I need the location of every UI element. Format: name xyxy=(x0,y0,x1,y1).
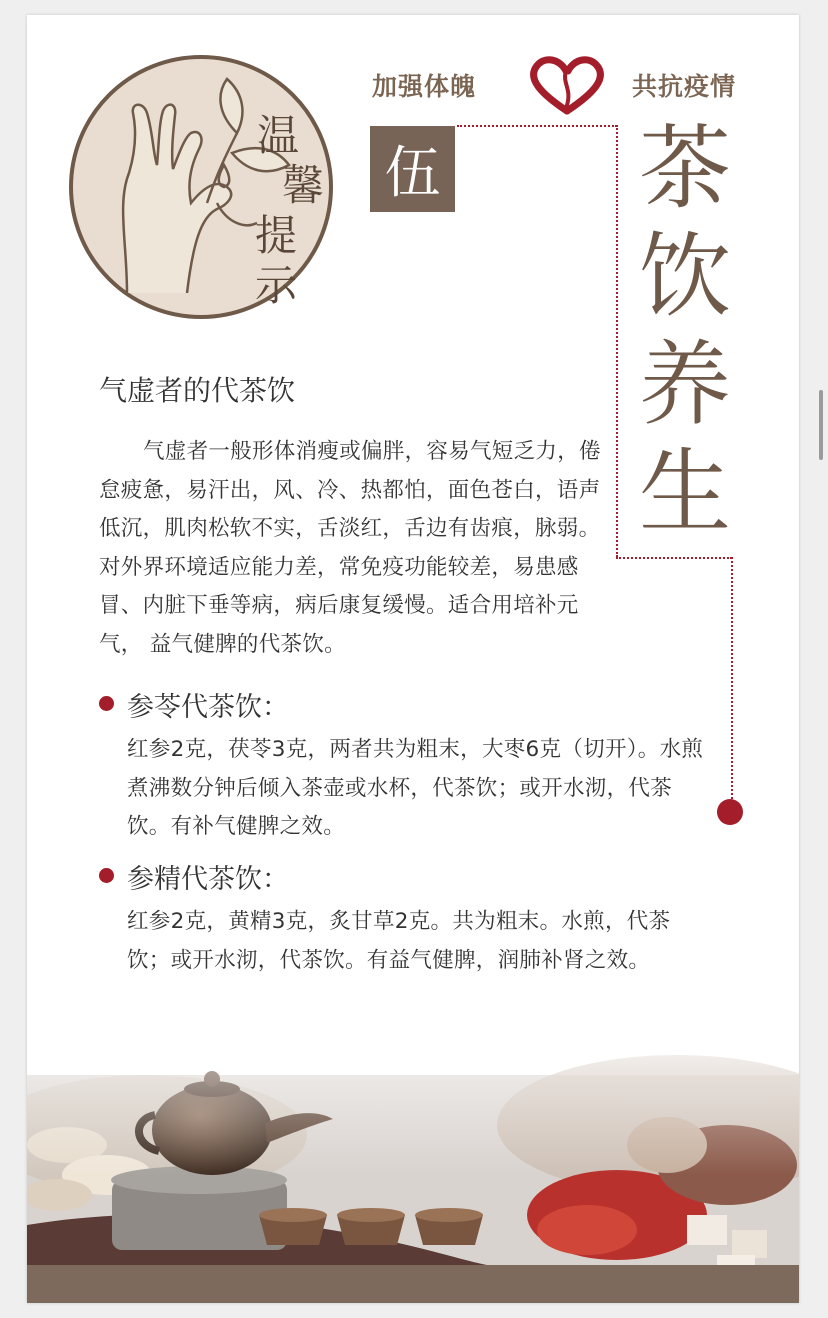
title-char-1: 茶 xyxy=(638,115,731,222)
dotted-line xyxy=(616,125,618,557)
recipe-title-2: 参精代茶饮： xyxy=(127,864,289,895)
heart-icon xyxy=(522,55,612,115)
tip-emblem xyxy=(67,53,335,321)
emblem-char-4: 示 xyxy=(255,261,298,310)
emblem-char-1: 温 xyxy=(257,111,300,160)
bullet-dot xyxy=(99,696,114,711)
recipe-text-1: 红参2克，茯苓3克，两者共为粗末，大枣6克（切开）。水煎煮沸数分钟后倾入茶壶或水杯，代茶饮；或开水沏，代茶饮。有补气健脾之效。 xyxy=(127,737,704,839)
recipe-title-1: 参苓代茶饮： xyxy=(127,692,289,723)
emblem-char-3: 提 xyxy=(255,211,298,260)
dotted-line xyxy=(731,557,733,807)
title-char-3: 养 xyxy=(638,331,731,438)
recipe-text-2: 红参2克，黄精3克，炙甘草2克。共为粗末。水煎，代茶饮；或开水沏，代茶饮。有益气健脾，润肺补肾之效。 xyxy=(127,909,671,973)
scrollbar-thumb[interactable] xyxy=(819,390,823,460)
poster-card xyxy=(27,15,799,1303)
footer-bar xyxy=(27,1265,799,1303)
slogan xyxy=(372,55,792,115)
connector-end-dot xyxy=(717,799,743,825)
article-heading: 气虚者的代茶饮 xyxy=(99,374,296,407)
tea-scene-illustration xyxy=(27,1015,799,1303)
slogan-right: 共抗疫情 xyxy=(632,72,737,101)
bullet-dot xyxy=(99,868,114,883)
emblem-char-2: 馨 xyxy=(282,161,325,210)
title-char-2: 饮 xyxy=(638,223,731,330)
dotted-line xyxy=(457,125,617,127)
title-char-4: 生 xyxy=(638,439,731,546)
slogan-left: 加强体魄 xyxy=(372,72,477,101)
section-number: 伍 xyxy=(370,126,455,212)
vertical-title xyxy=(629,115,741,547)
dotted-line xyxy=(616,557,732,559)
article-intro: 气虚者一般形体消瘦或偏胖，容易气短乏力，倦怠疲惫，易汗出，风、冷、热都怕，面色苍白，语声低沉，肌肉松软不实，舌淡红，舌边有齿痕，脉弱。对外界环境适应能力差，常免疫功能较差，易患感冒、内脏下垂等病，病后康复缓慢。适合用培补元气， 益气健脾的代茶饮。 xyxy=(99,439,601,657)
